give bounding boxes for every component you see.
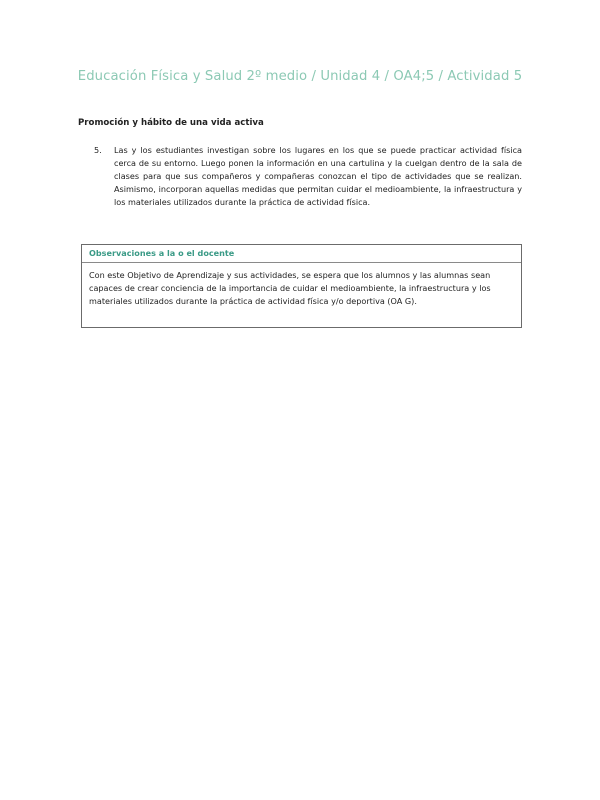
activity-text: Las y los estudiantes investigan sobre los lugares en los que se puede practicar actividad física cerca de su entorno. Luego ponen la información en una cartulina y la cuelgan dentro de la sala de clases para que sus compañeros y compañeras conozcan el tipo de actividades que se realizan. Asimismo, incorporan aquellas medidas que permitan cuidar el medioambiente, la infraestructura y los materiales utilizados durante la práctica de actividad física. [114, 145, 522, 207]
activity-item [94, 144, 522, 209]
page-header: Educación Física y Salud 2º medio / Unidad 4 / OA4;5 / Actividad 5 [77, 69, 523, 84]
observations-title: Observaciones a la o el docente [89, 248, 235, 258]
observations-box [81, 244, 522, 328]
observations-text: Con este Objetivo de Aprendizaje y sus actividades, se espera que los alumnos y las alumnas sean capaces de crear conciencia de la importancia de cuidar el medioambiente, la infraestructura y los materiales utilizados durante la práctica de actividad física y/o deportiva (OA G). [89, 270, 491, 306]
observations-divider [82, 262, 521, 263]
section-title: Promoción y hábito de una vida activa [78, 118, 264, 128]
activity-number: 5. [94, 145, 102, 155]
